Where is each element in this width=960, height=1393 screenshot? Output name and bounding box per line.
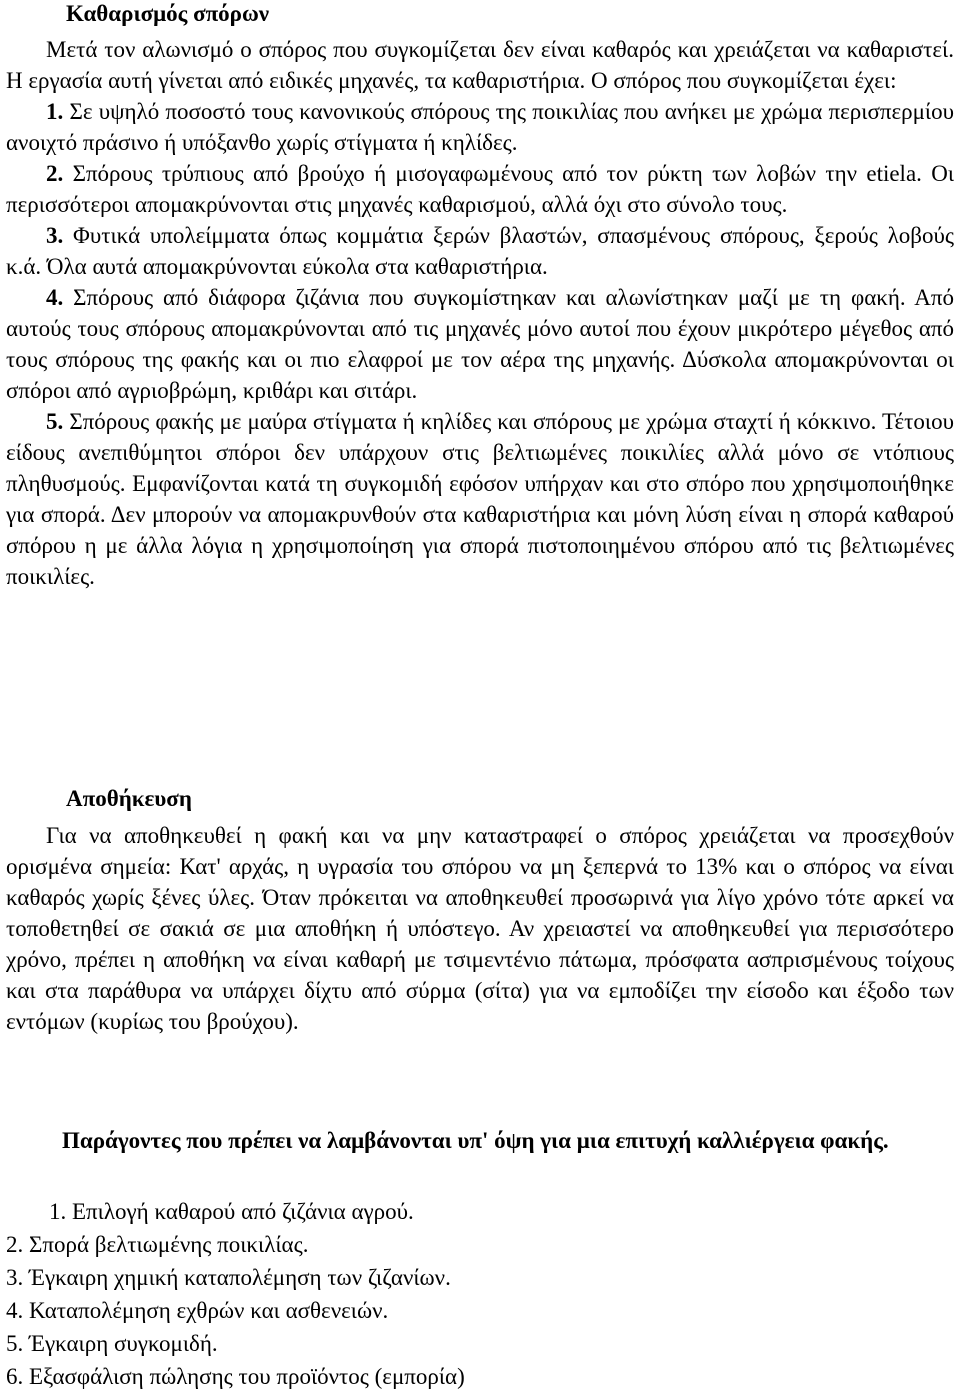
list-item [6, 220, 954, 282]
list-item: 5. Έγκαιρη συγκομιδή. [6, 1331, 218, 1356]
list-item: 2. Σπορά βελτιωμένης ποικιλίας. [6, 1232, 309, 1257]
list-item-text: Σε υψηλό ποσοστό τους κανονικούς σπόρους της ποικιλίας που ανήκει με χρώμα περισπερμίου ανοιχτό πράσινο ή υπόξανθο χωρίς στίγματα ή κηλίδες. [6, 99, 954, 155]
storage-paragraph: Για να αποθηκευθεί η φακή και να μην καταστραφεί ο σπόρος χρειάζεται να προσεχθούν ορισμένα σημεία: Κατ' αρχάς, η υγρασία του σπόρου να μη ξεπερνά το 13% και ο σπόρος να είναι καθαρός χωρίς ξένες ύλες. Όταν πρόκειται να αποθηκευθεί προσωρινά για λίγο χρόνο τότε αρκεί να τοποθετηθεί σε σακιά σε μια αποθήκη ή υπόστεγο. Αν χρειαστεί να αποθηκευθεί για περισσότερο χρόνο, πρέπει η αποθήκη να είναι καθαρή με τσιμεντένιο πάτωμα, πρόσφατα ασπρισμένους τοίχους και στα παράθυρα να υπάρχει δίχτυ από σύρμα (σίτα) για να εμποδίζει την είσοδο και έξοδο των εντόμων (κυρίως του βρούχου). [6, 823, 954, 1034]
storage-body [6, 820, 954, 1037]
list-item-number: 1. [46, 99, 64, 124]
section-title-seed-cleaning: Καθαρισμός σπόρων [66, 1, 270, 26]
list-item-number: 3. [46, 223, 64, 248]
list-item-number: 5. [46, 409, 64, 434]
section-title-success-factors: Παράγοντες που πρέπει να λαμβάνονται υπ' όψη για μια επιτυχή καλλιέργεια φακής. [62, 1128, 889, 1153]
seed-cleaning-body [6, 34, 954, 592]
list-item-number: 4. [46, 285, 64, 310]
list-item-text: Φυτικά υπολείμματα όπως κομμάτια ξερών βλαστών, σπασμένους σπόρους, ξερούς λοβούς κ.ά. Όλα αυτά απομακρύνονται εύκολα στα καθαριστήρια. [6, 223, 954, 279]
list-item [6, 158, 954, 220]
list-item: 6. Εξασφάλιση πώλησης του προϊόντος (εμπορία) [6, 1364, 465, 1389]
list-item: 3. Έγκαιρη χημική καταπολέμηση των ζιζανίων. [6, 1265, 451, 1290]
list-item [6, 282, 954, 406]
list-item-text: Σπόρους φακής με μαύρα στίγματα ή κηλίδες και σπόρους με χρώμα σταχτί ή κόκκινο. Τέτοιου είδους ανεπιθύμητοι σπόροι δεν υπάρχουν στις βελτιωμένες ποικιλίες αλλά μόνο σε ντόπιους πληθυσμούς. Εμφανίζονται κατά τη συγκομιδή εφόσον υπήρχαν και στο σπόρο που χρησιμοποιήθηκε για σπορά. Δεν μπορούν να απομακρυνθούν στα καθαριστήρια και μόνη λύση είναι η σπορά καθαρού σπόρου η με άλλα λόγια η χρησιμοποίηση για σπορά πιστοποιημένου σπόρου από τις βελτιωμένες ποικιλίες. [6, 409, 955, 589]
section-title-storage: Αποθήκευση [66, 786, 192, 811]
list-item-number: 2. [46, 161, 64, 186]
list-item: 4. Καταπολέμηση εχθρών και ασθενειών. [6, 1298, 389, 1323]
success-factors-list [6, 1195, 465, 1393]
list-item: 1. Επιλογή καθαρού από ζιζάνια αγρού. [49, 1199, 414, 1224]
seed-cleaning-intro: Μετά τον αλωνισμό ο σπόρος που συγκομίζεται δεν είναι καθαρός και χρειάζεται να καθαριστεί. Η εργασία αυτή γίνεται από ειδικές μηχανές, τα καθαριστήρια. Ο σπόρος που συγκομίζεται έχει: [6, 37, 954, 93]
list-item [6, 406, 954, 592]
list-item-text: Σπόρους από διάφορα ζιζάνια που συγκομίστηκαν και αλωνίστηκαν μαζί με τη φακή. Από αυτούς τους σπόρους απομακρύνονται από τις μηχανές μόνο αυτοί που έχουν μικρότερο μέγεθος από τους σπόρους της φακής και οι πιο ελαφροί με τον αέρα της μηχανής. Δύσκολα απομακρύνονται οι σπόροι από αγριοβρώμη, κριθάρι και σιτάρι. [6, 285, 954, 403]
list-item-text: Σπόρους τρύπιους από βρούχο ή μισογαφωμένους από τον ρύκτη των λοβών την etiela. Οι περισσότεροι απομακρύνονται στις μηχανές καθαρισμού, αλλά όχι στο σύνολο τους. [6, 161, 955, 217]
list-item [6, 96, 954, 158]
